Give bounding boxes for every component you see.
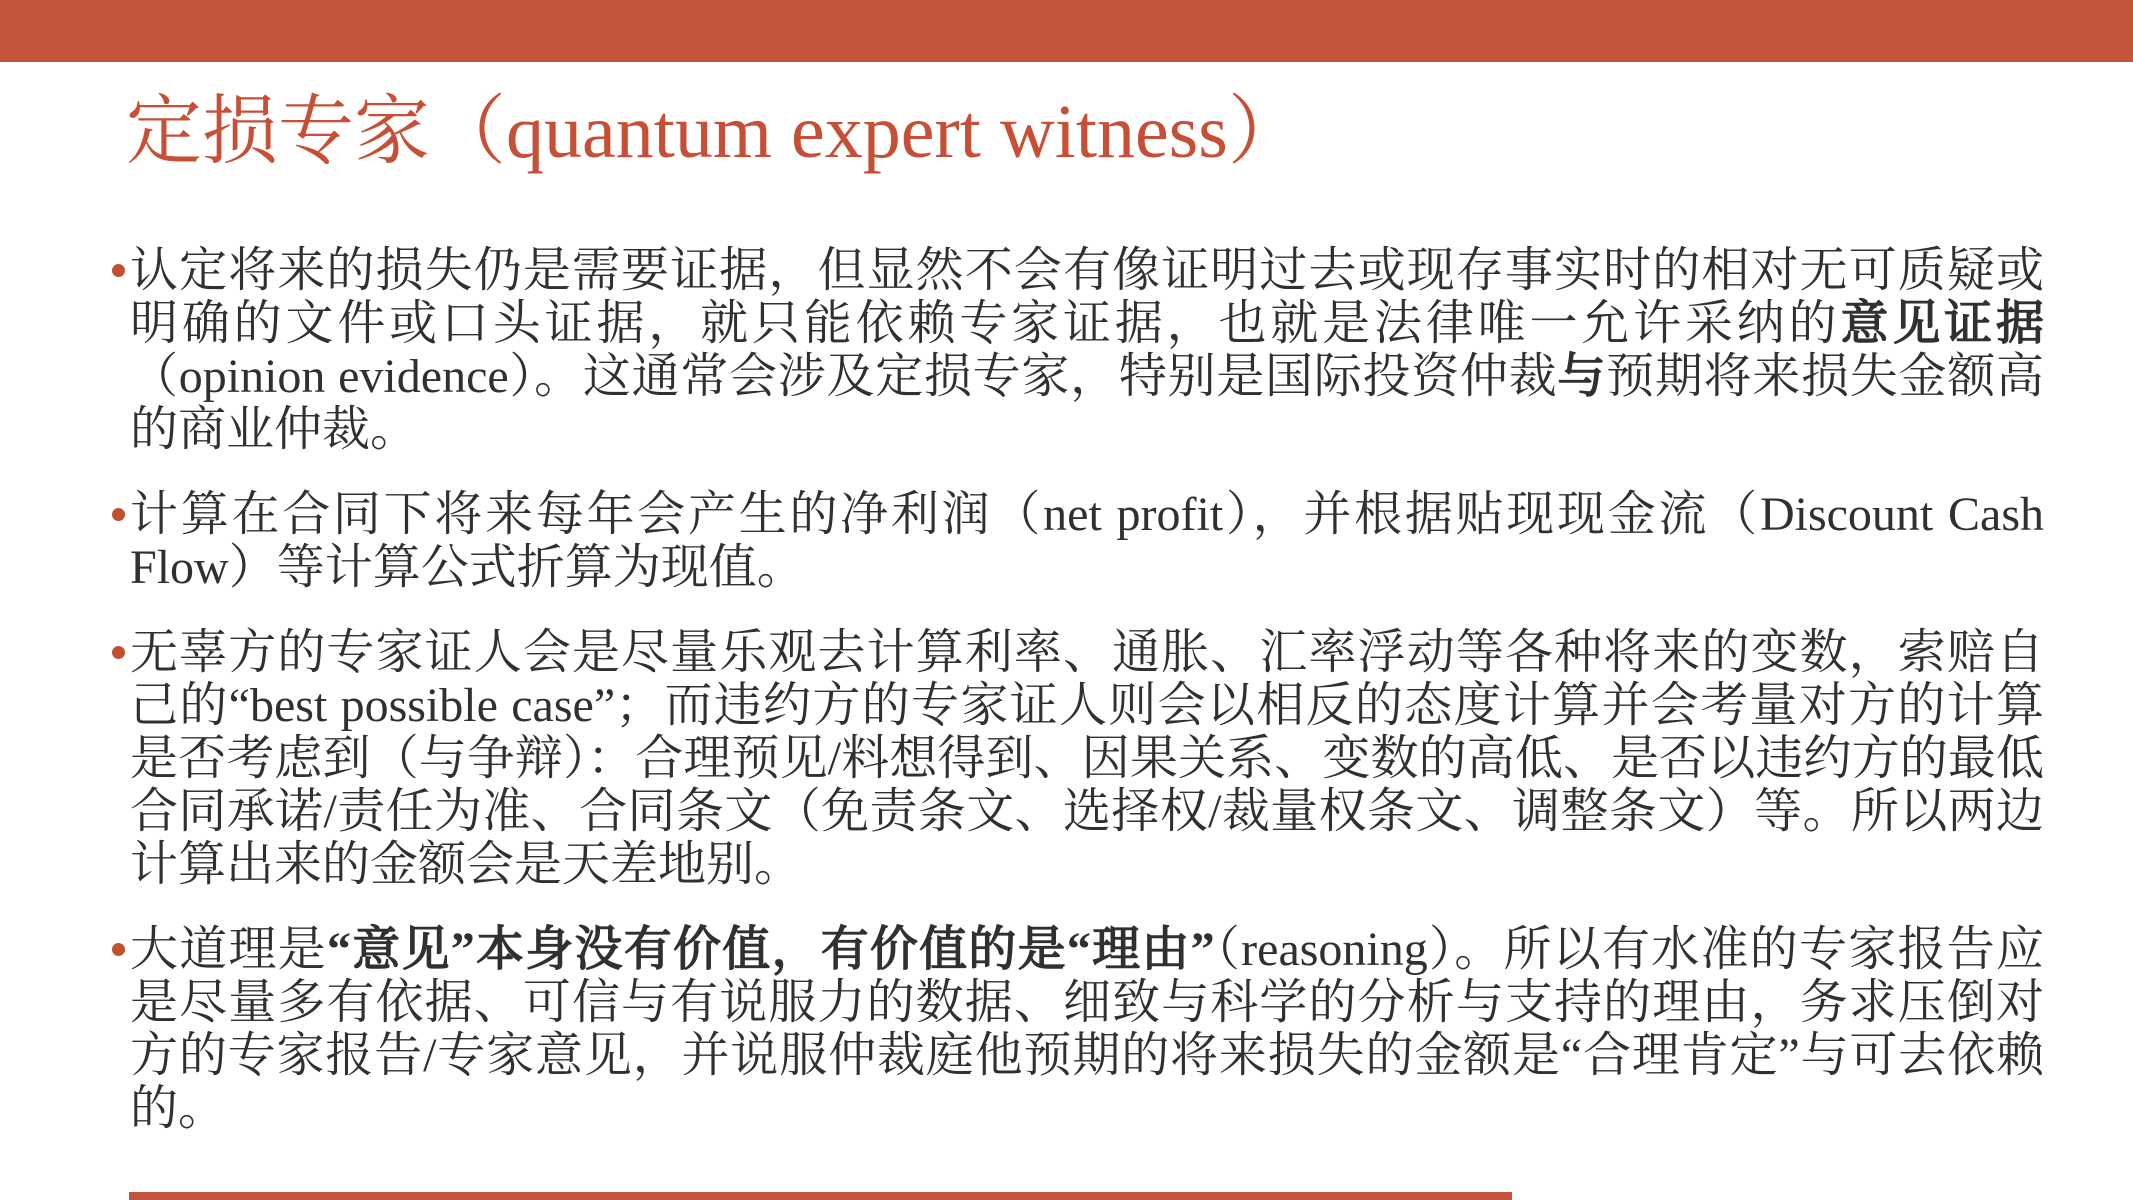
bullet-list bbox=[112, 244, 2044, 1167]
bullet-text: 计算在合同下将来每年会产生的净利润（net profit），并根据贴现现金流（Discount Cash Flow）等计算公式折算为现值。 bbox=[130, 488, 2044, 594]
bullet-dot-icon bbox=[112, 508, 125, 521]
bottom-accent-bar bbox=[129, 1192, 1512, 1200]
bullet-dot-icon bbox=[112, 646, 125, 659]
bullet-item bbox=[112, 626, 2044, 891]
slide-title: 定损专家（quantum expert witness） bbox=[126, 90, 1304, 174]
top-accent-bar bbox=[0, 0, 2133, 62]
bullet-dot-icon bbox=[112, 264, 125, 277]
bullet-dot-icon bbox=[112, 943, 125, 956]
bullet-item bbox=[112, 244, 2044, 456]
bullet-item bbox=[112, 488, 2044, 594]
bullet-text: 大道理是“意见”本身没有价值，有价值的是“理由”（reasoning）。所以有水准的专家报告应是尽量多有依据、可信与有说服力的数据、细致与科学的分析与支持的理由，务求压倒对方的专家报告/专家意见，并说服仲裁庭他预期的将来损失的金额是“合理肯定”与可去依赖的。 bbox=[130, 923, 2044, 1135]
bullet-item bbox=[112, 923, 2044, 1135]
bullet-text: 无辜方的专家证人会是尽量乐观去计算利率、通胀、汇率浮动等各种将来的变数，索赔自己的“best possible case”；而违约方的专家证人则会以相反的态度计算并会考量对方的计算是否考虑到（与争辩）：合理预见/料想得到、因果关系、变数的高低、是否以违约方的最低合同承诺/责任为准、合同条文（免责条文、选择权/裁量权条文、调整条文）等。所以两边计算出来的金额会是天差地别。 bbox=[130, 626, 2044, 891]
bullet-text: 认定将来的损失仍是需要证据，但显然不会有像证明过去或现存事实时的相对无可质疑或明确的文件或口头证据，就只能依赖专家证据，也就是法律唯一允许采纳的意见证据（opinion evidence）。这通常会涉及定损专家，特别是国际投资仲裁与预期将来损失金额高的商业仲裁。 bbox=[130, 244, 2044, 456]
